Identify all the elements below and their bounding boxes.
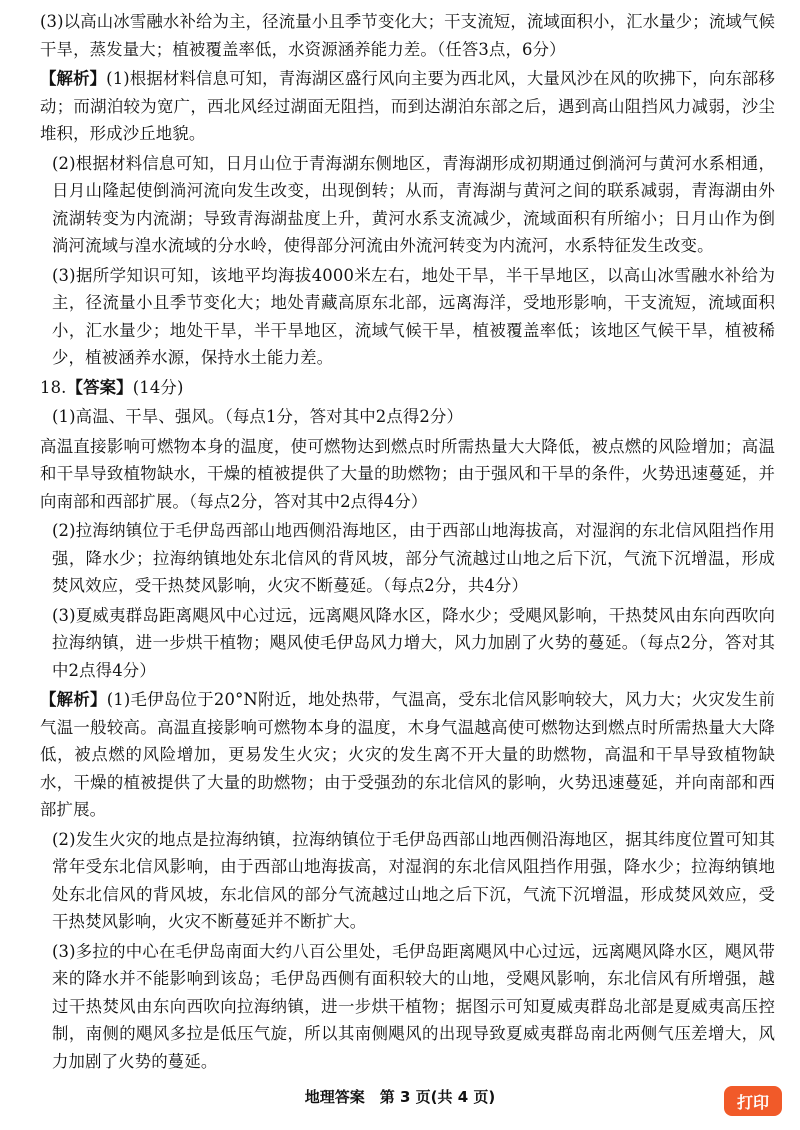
q18-analysis-1-text: (1)毛伊岛位于20°N附近，地处热带，气温高，受东北信风影响较大，风力大；火灾发生前气温一般较高。高温直接影响可燃物本身的温度，木身气温越高使可燃物达到燃点时所需热量大大降低，被点燃的风险增加，更易发生火灾；火灾的发生离不开大量的助燃物，高温和干旱导致植物缺水，干燥的植被提供了大量的助燃物；由于受强劲的东北信风的影响，火势迅速蔓延，并向南部和西部扩展。 xyxy=(40,690,775,819)
q18-answer-1a: (1)高温、干旱、强风。（每点1分，答对其中2点得2分） xyxy=(52,407,464,426)
q18-answer-1b: 高温直接影响可燃物本身的温度，使可燃物达到燃点时所需热量大大降低，被点燃的风险增加；高温和干旱导致植物缺水，干燥的植被提供了大量的助燃物；由于强风和干旱的条件，火势迅速蔓延，并向南部和西部扩展。（每点2分，答对其中2点得4分） xyxy=(40,436,775,511)
q17-analysis-1-text: (1)根据材料信息可知，青海湖区盛行风向主要为西北风，大量风沙在风的吹拂下，向东部移动；而湖泊较为宽广，西北风经过湖面无阻挡，而到达湖泊东部之后，遇到高山阻挡风力减弱，沙尘堆积，形成沙丘地貌。 xyxy=(40,69,775,143)
q17-analysis-2: (2)根据材料信息可知，日月山位于青海湖东侧地区，青海湖形成初期通过倒淌河与黄河水系相通，日月山隆起使倒淌河流向发生改变，出现倒转；从而，青海湖与黄河之间的联系减弱，青海湖由外流湖转变为内流湖；导致青海湖盐度上升，黄河水系支流减少，流域面积有所缩小；日月山作为倒淌河流域与湟水流域的分水岭，使得部分河流由外流河转变为内流河，水系特征发生改变。 xyxy=(52,153,775,255)
q18-score: (14分) xyxy=(132,377,184,397)
q18-header xyxy=(40,374,775,402)
q17-analysis-1 xyxy=(40,65,775,148)
q17-analysis-3: (3)据所学知识可知，该地平均海拔4000米左右，地处干旱，半干旱地区，以高山冰雪融水补给为主，径流量小且季节变化大；地处青藏高原东北部，远离海洋，受地形影响，干支流短，流域面积小，汇水量少；地处干旱，半干旱地区，流域气候干旱，植被覆盖率低；该地区气候干旱，植被稀少，植被涵养水源，保持水土能力差。 xyxy=(52,265,775,367)
q18-answer-3: (3)夏威夷群岛距离飓风中心过远，远离飓风降水区，降水少；受飓风影响，干热焚风由东向西吹向拉海纳镇，进一步烘干植物；飓风使毛伊岛风力增大，风力加剧了火势的蔓延。（每点2分，答对其中2点得4分） xyxy=(52,605,775,680)
q17-answer-3: (3)以高山冰雪融水补给为主，径流量小且季节变化大；干支流短，流域面积小，汇水量少；流域气候干旱，蒸发量大；植被覆盖率低，水资源涵养能力差。（任答3点，6分） xyxy=(40,12,775,59)
page-footer: 地理答案 第 3 页(共 4 页) xyxy=(304,1088,496,1106)
q18-analysis-label: 【解析】 xyxy=(40,690,107,709)
q18-analysis-2: (2)发生火灾的地点是拉海纳镇，拉海纳镇位于毛伊岛西部山地西侧沿海地区，据其纬度位置可知其常年受东北信风影响，由于西部山地海拔高，对湿润的东北信风阻挡作用强，降水少；拉海纳镇地处东北信风的背风坡，东北信风的部分气流越过山地之后下沉，气流下沉增温，形成焚风效应，受干热焚风影响，火灾不断蔓延并不断扩大。 xyxy=(52,829,775,931)
q18-answer-label: 【答案】 xyxy=(66,377,133,397)
q18-number: 18. xyxy=(40,377,67,397)
q18-analysis-1 xyxy=(40,686,775,824)
q17-analysis-label: 【解析】 xyxy=(40,69,107,88)
answer-content xyxy=(40,8,775,1077)
q18-analysis-3: (3)多拉的中心在毛伊岛南面大约八百公里处，毛伊岛距离飓风中心过远，远离飓风降水区，飓风带来的降水并不能影响到该岛；毛伊岛西侧有面积较大的山地，受飓风影响，东北信风有所增强，越过干热焚风由东向西吹向拉海纳镇，进一步烘干植物；据图示可知夏威夷群岛北部是夏威夷高压控制，南侧的飓风多拉是低压气旋，所以其南侧飓风的出现导致夏威夷群岛南北两侧气压差增大，风力加剧了火势的蔓延。 xyxy=(52,941,775,1071)
q18-answer-2: (2)拉海纳镇位于毛伊岛西部山地西侧沿海地区，由于西部山地海拔高，对湿润的东北信风阻挡作用强，降水少；拉海纳镇地处东北信风的背风坡，部分气流越过山地之后下沉，气流下沉增温，形成焚风效应，受干热焚风影响，火灾不断蔓延。（每点2分，共4分） xyxy=(52,521,775,595)
print-button[interactable]: 打印 xyxy=(724,1086,782,1116)
